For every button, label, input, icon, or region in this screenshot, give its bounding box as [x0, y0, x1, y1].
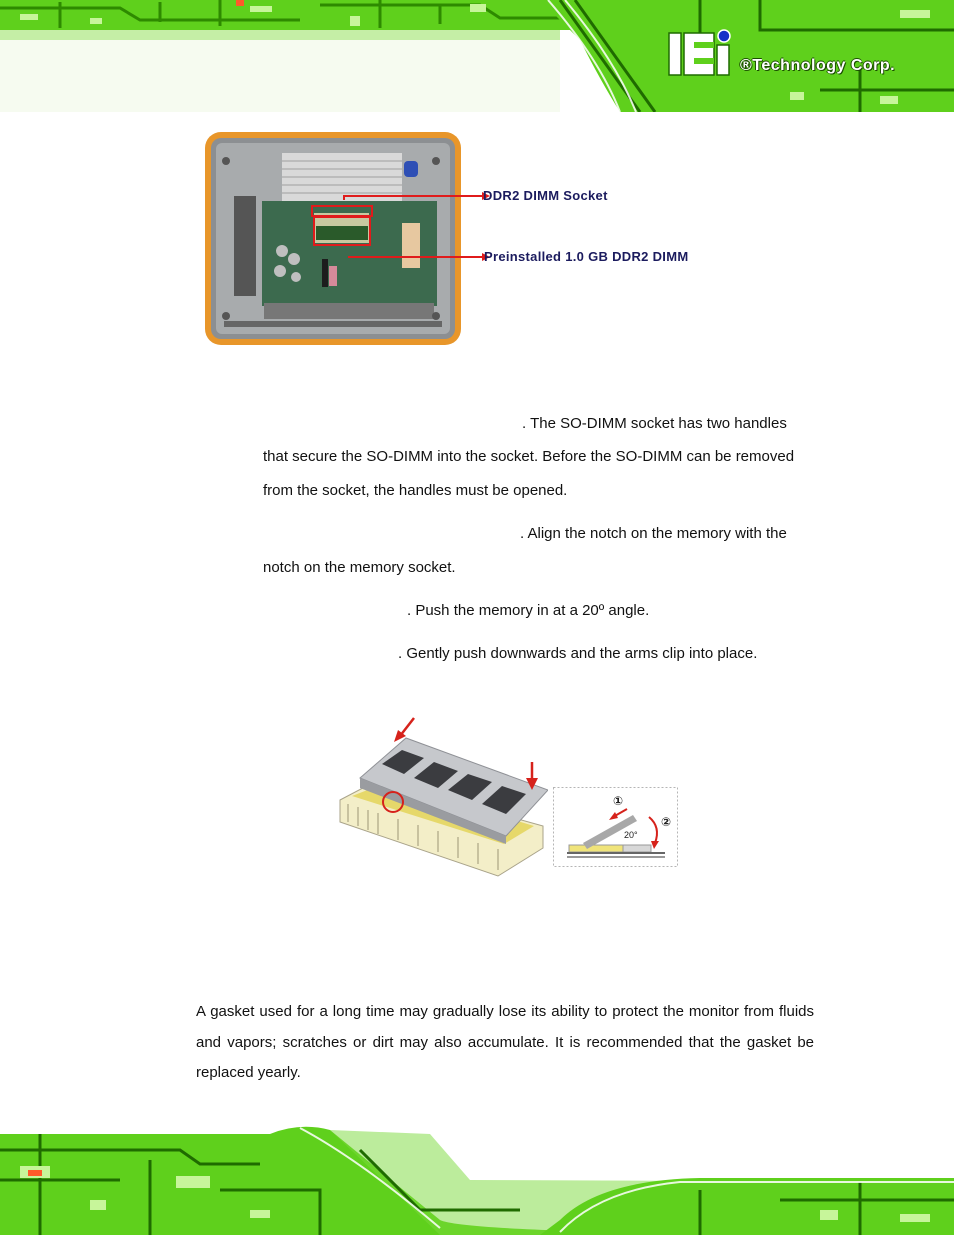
step4-line1: . Gently push downwards and the arms clip into place.	[398, 645, 758, 662]
company-logo	[669, 30, 730, 75]
step1-line3: from the socket, the handles must be opened.	[263, 482, 568, 499]
step2-line1: . Align the notch on the memory with the	[520, 525, 787, 542]
dimm-insertion-graphic	[338, 716, 548, 878]
marker-2: ②	[661, 815, 672, 829]
circuit-board-footer-graphic	[0, 1120, 954, 1235]
callout-lines	[340, 180, 490, 270]
callout-socket-label: DDR2 DIMM Socket	[483, 188, 608, 203]
step3-line1: . Push the memory in at a 20º angle.	[407, 602, 650, 619]
dimm-insertion-illustration	[338, 716, 548, 878]
brand-name: ®Technology Corp.	[740, 57, 896, 74]
circuit-board-header-graphic	[0, 0, 954, 112]
step1-line1: . The SO-DIMM socket has two handles	[522, 415, 787, 432]
step2-line2: notch on the memory socket.	[263, 559, 456, 576]
page-header	[0, 0, 954, 112]
page-footer	[0, 1120, 954, 1235]
angle-label: 20°	[624, 830, 638, 840]
step1-line2: that secure the SO-DIMM into the socket. Before the SO-DIMM can be removed	[263, 448, 795, 465]
callout-dimm-label: Preinstalled 1.0 GB DDR2 DIMM	[484, 249, 689, 264]
marker-1: ①	[613, 794, 624, 808]
gasket-paragraph: A gasket used for a long time may gradually lose its ability to protect the monitor from fluids and vapors; scratches or dirt may also accumulate. It is recommended that the gasket be replaced yearly.	[196, 1003, 814, 1081]
